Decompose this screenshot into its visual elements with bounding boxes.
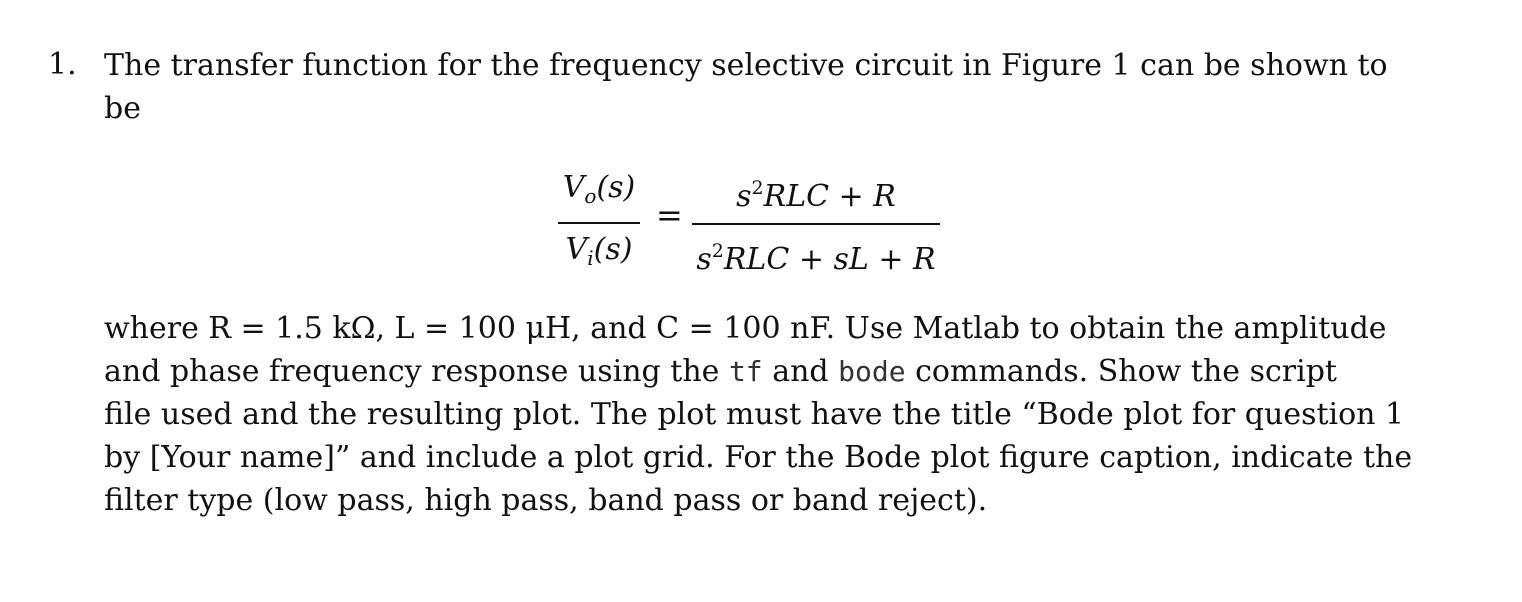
intro-line-2: be (104, 91, 141, 126)
problem-number: 1. (48, 47, 77, 82)
problem-intro (104, 44, 1414, 130)
body-line-1: where R = 1.5 kΩ, L = 100 μH, and C = 100 nF. Use Matlab to obtain the amplitude (104, 311, 1387, 346)
intro-line-1: The transfer function for the frequency selective circuit in Figure 1 can be shown to (104, 48, 1388, 83)
lhs-numerator: $V_o(s)$ (562, 170, 636, 208)
lhs-fraction-bar (558, 222, 640, 224)
rhs-denominator: $s^2RLC$ + sL + R (696, 240, 936, 277)
body-line-3: file used and the resulting plot. The plot must have the title “Bode plot for question 1 (104, 397, 1405, 432)
lhs-fraction (558, 168, 640, 278)
rhs-fraction-bar (692, 223, 940, 225)
body-line-5: filter type (low pass, high pass, band pass or band reject). (104, 483, 988, 518)
equals-sign: = (656, 196, 683, 234)
rhs-fraction (692, 168, 940, 280)
lhs-denominator: $V_i(s)$ (565, 232, 633, 270)
problem-body (104, 307, 1414, 522)
body-line-2: and phase frequency response using the tf and bode commands. Show the script (104, 354, 1337, 389)
rhs-numerator: $s^2RLC + R$ (736, 177, 896, 214)
code-bode: bode (838, 355, 906, 388)
body-line-4: by [Your name]” and include a plot grid. For the Bode plot figure caption, indicate the (104, 440, 1413, 475)
code-tf: tf (728, 355, 763, 388)
